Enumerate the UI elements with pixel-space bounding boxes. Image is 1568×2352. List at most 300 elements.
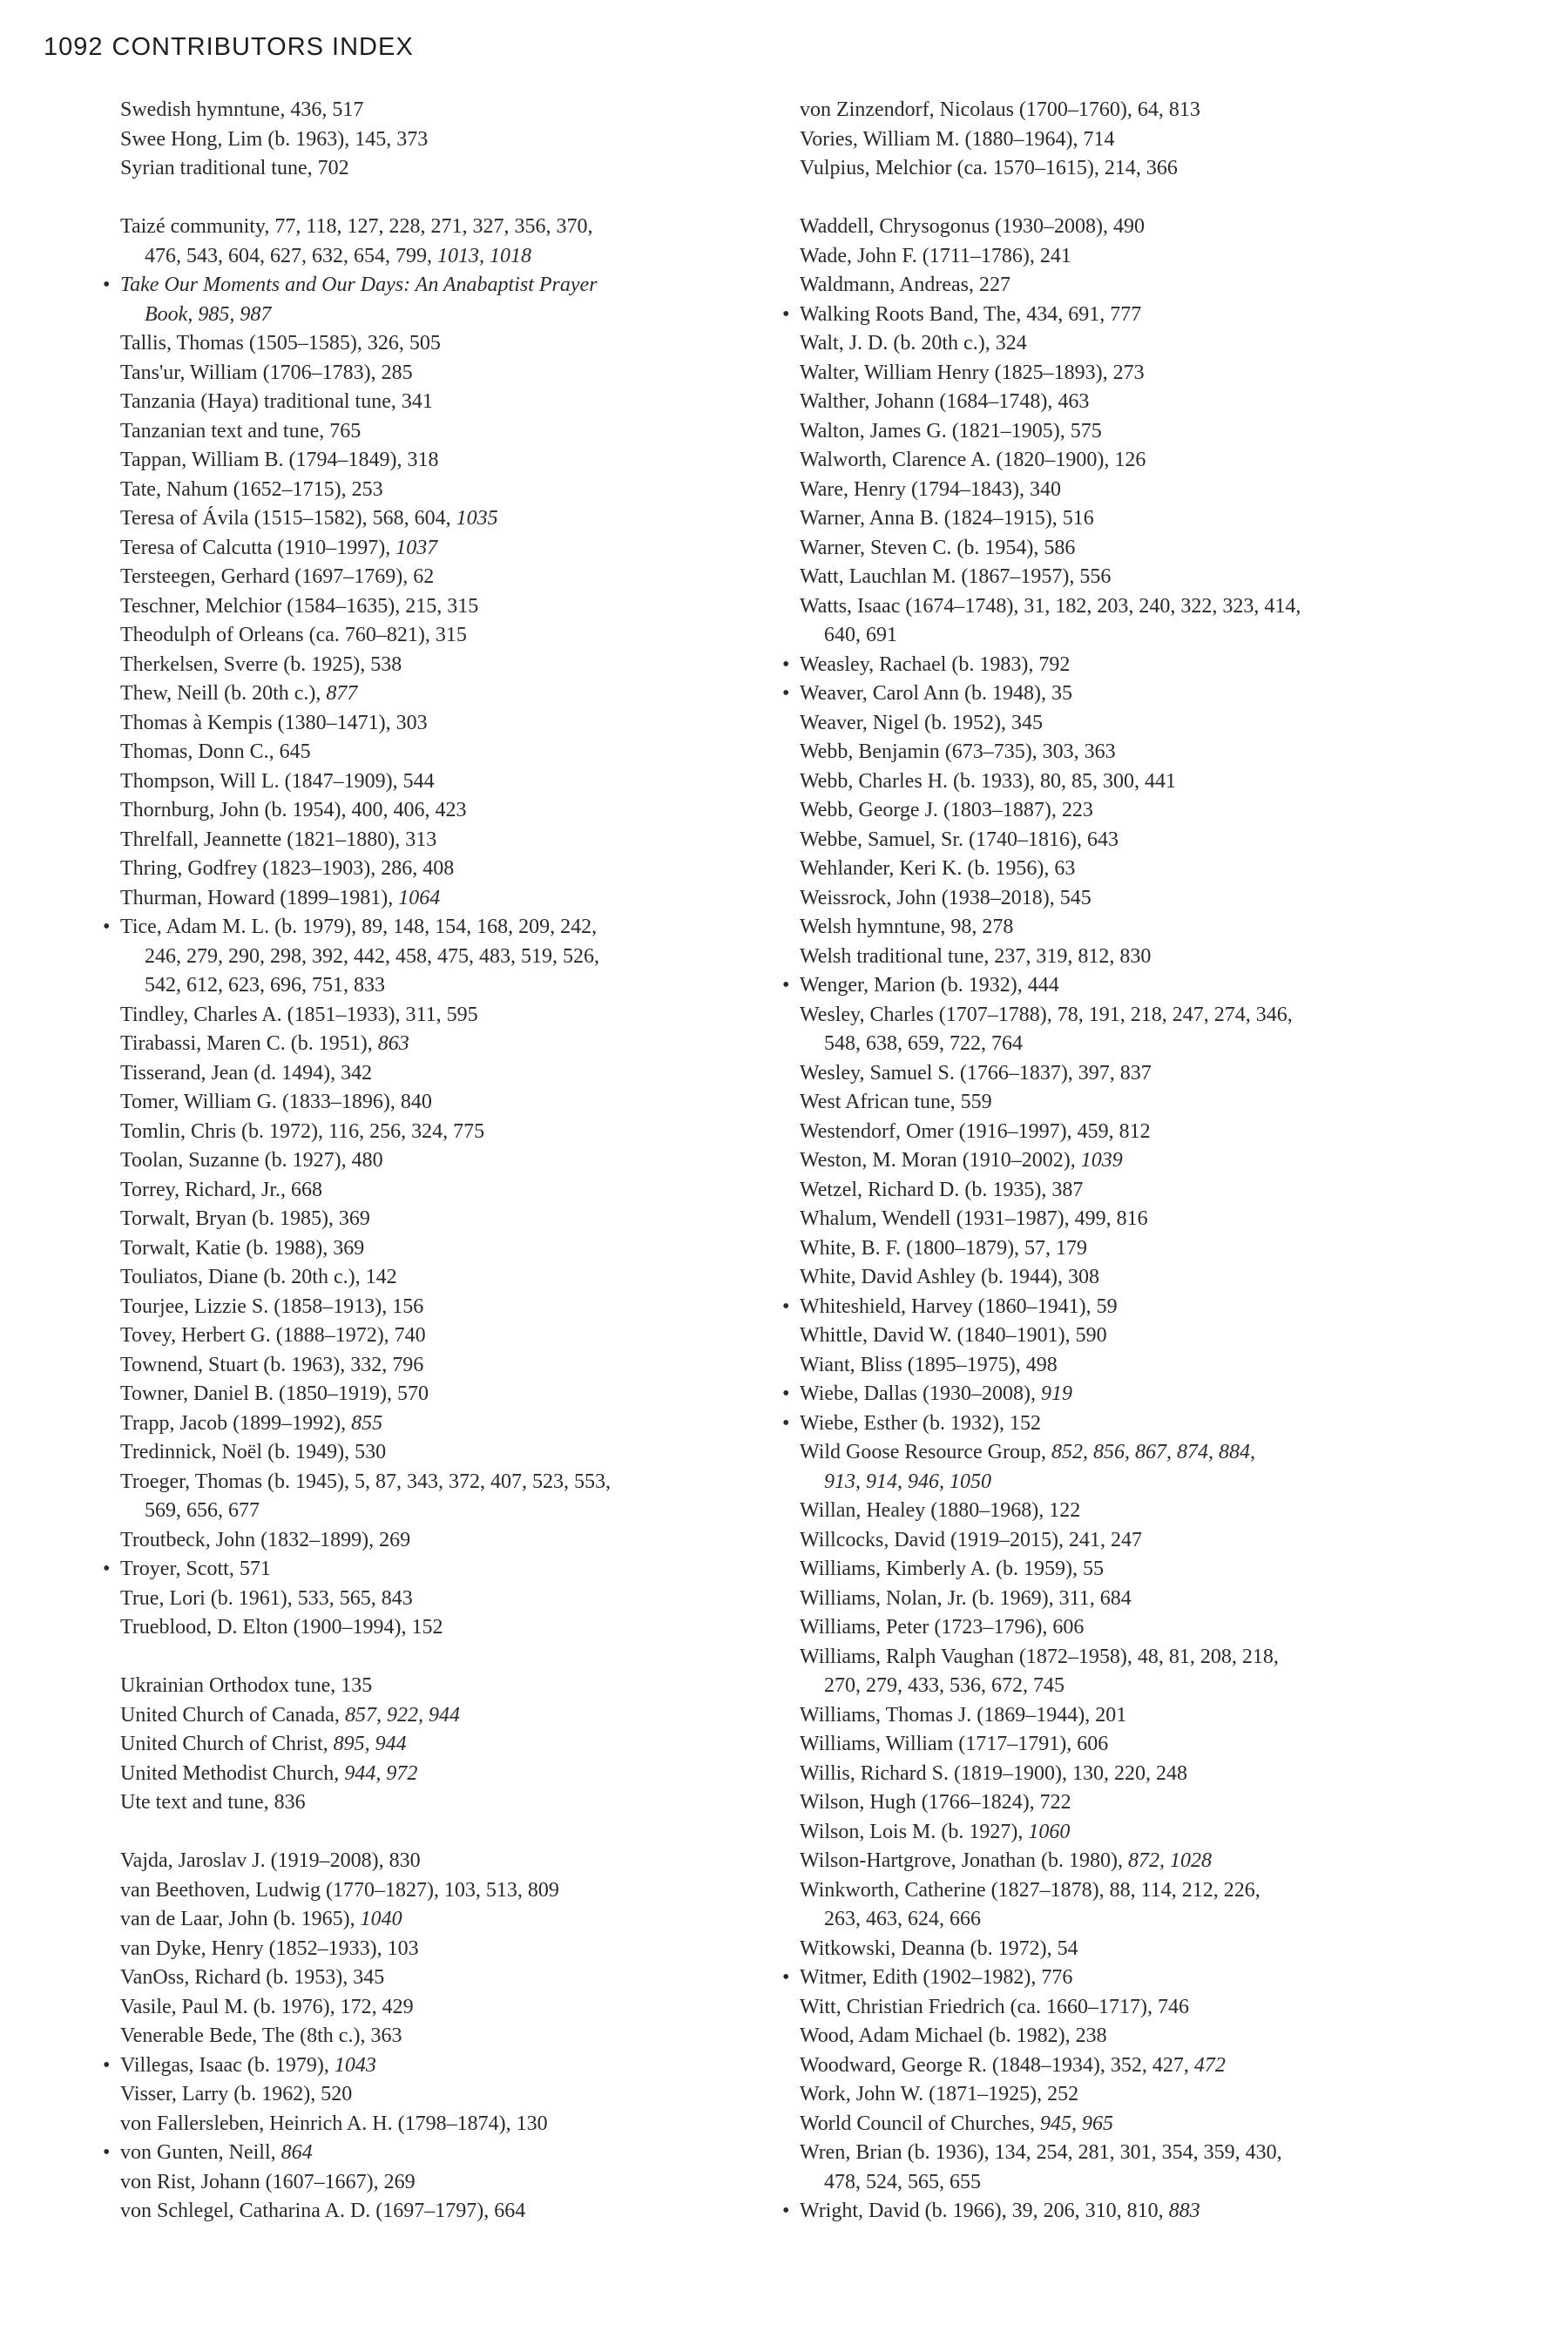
- index-entry-line: [120, 943, 782, 972]
- index-entry-line: [800, 1321, 1462, 1351]
- entry-text: Webb, Charles H. (b. 1933), 80, 85, 300, 441: [800, 769, 1177, 793]
- italic-page-ref: 1043: [334, 2053, 376, 2077]
- index-entry-line: [800, 96, 1462, 125]
- index-entry: [120, 213, 782, 271]
- index-entry: [120, 1293, 782, 1322]
- entry-text: Villegas, Isaac (b. 1979),: [120, 2053, 335, 2077]
- index-entry-line: [120, 242, 782, 272]
- index-entry: [800, 446, 1462, 476]
- index-entry-line: [120, 855, 782, 884]
- entry-text: Walt, J. D. (b. 20th c.), 324: [800, 332, 1027, 355]
- entry-text: Visser, Larry (b. 1962), 520: [120, 2083, 353, 2105]
- index-entry: [120, 1001, 782, 1031]
- entry-text: von Gunten, Neill,: [120, 2141, 281, 2164]
- new-contributor-bullet-icon: •: [782, 1966, 790, 1989]
- index-entry-line: [120, 96, 782, 125]
- index-entry: [800, 125, 1462, 155]
- index-entry-line: [800, 1935, 1462, 1964]
- entry-text: Teresa of Ávila (1515–1582), 568, 604,: [120, 507, 456, 530]
- index-entry-line: [800, 1730, 1462, 1760]
- new-contributor-bullet-icon: •: [782, 974, 790, 997]
- index-entry: [782, 2197, 1462, 2227]
- new-contributor-bullet-icon: •: [782, 1382, 790, 1405]
- index-entry: [120, 2168, 782, 2198]
- index-entry-line: [120, 1935, 782, 1964]
- entry-text: von Fallersleben, Heinrich A. H. (1798–1874), 130: [120, 2112, 548, 2135]
- index-entry-line: [800, 1118, 1462, 1147]
- index-entry-line: [800, 2080, 1462, 2110]
- index-entry-line: [800, 1351, 1462, 1381]
- index-entry-line: [120, 1001, 782, 1031]
- index-entry: [120, 154, 782, 184]
- index-entry-line: [120, 913, 782, 943]
- entry-text: Venerable Bede, The (8th c.), 363: [120, 2024, 402, 2047]
- index-entry: [782, 1293, 1462, 1322]
- entry-text: von Rist, Johann (1607–1667), 269: [120, 2170, 416, 2193]
- index-entry: [800, 796, 1462, 826]
- index-entry: [120, 709, 782, 739]
- index-entry: [120, 1993, 782, 2023]
- index-entry-line: [800, 1963, 1462, 1993]
- entry-text: Williams, Kimberly A. (b. 1959), 55: [800, 1558, 1104, 1580]
- index-entry: [800, 504, 1462, 534]
- index-entry-line: [120, 1613, 782, 1643]
- entry-text: West African tune, 559: [800, 1091, 992, 1113]
- entry-text: Winkworth, Catherine (1827–1878), 88, 114, 212, 226,: [800, 1878, 1260, 1902]
- index-entry: [120, 446, 782, 476]
- index-entry: [120, 1613, 782, 1643]
- index-entry-line: [800, 301, 1462, 330]
- index-entry-line: [800, 2051, 1462, 2081]
- index-entry: [120, 796, 782, 826]
- entry-text: Waddell, Chrysogonus (1930–2008), 490: [800, 215, 1146, 238]
- entry-text: Tovey, Herbert G. (1888–1972), 740: [120, 1324, 426, 1347]
- index-entry: [120, 651, 782, 680]
- index-entry-line: [800, 1176, 1462, 1206]
- page-title: CONTRIBUTORS INDEX: [112, 33, 414, 61]
- entry-text: 476, 543, 604, 627, 632, 654, 799,: [145, 244, 437, 267]
- index-entry-line: [120, 1380, 782, 1409]
- index-entry-line: [120, 1118, 782, 1147]
- entry-text: Thurman, Howard (1899–1981),: [120, 886, 399, 909]
- index-entry: [800, 1497, 1462, 1526]
- entry-text: Townend, Stuart (b. 1963), 332, 796: [120, 1353, 424, 1376]
- index-entry-line: [800, 1672, 1462, 1701]
- index-entry-line: [120, 884, 782, 914]
- index-entry: [120, 621, 782, 651]
- entry-text: Witmer, Edith (1902–1982), 776: [800, 1966, 1073, 1989]
- index-entry: [120, 1585, 782, 1614]
- entry-text: von Schlegel, Catharina A. D. (1697–1797), 664: [120, 2200, 526, 2222]
- index-entry: [800, 563, 1462, 592]
- index-entry-line: [800, 679, 1462, 709]
- index-entry-line: [800, 1613, 1462, 1643]
- index-entry: [782, 679, 1462, 709]
- index-entry-line: [120, 1876, 782, 1906]
- index-entry: [800, 1001, 1462, 1059]
- entry-text: Wood, Adam Michael (b. 1982), 238: [800, 2024, 1107, 2047]
- new-contributor-bullet-icon: •: [782, 682, 790, 705]
- entry-text: Webb, Benjamin (673–735), 303, 363: [800, 740, 1116, 763]
- index-entry: [800, 1176, 1462, 1206]
- index-entry: [800, 2110, 1462, 2139]
- index-entry-line: [800, 855, 1462, 884]
- entry-text: Teresa of Calcutta (1910–1997),: [120, 536, 396, 559]
- index-entry-line: [120, 1321, 782, 1351]
- entry-text: Troutbeck, John (1832–1899), 269: [120, 1528, 411, 1551]
- index-entry: [120, 1963, 782, 1993]
- italic-page-ref: 1013, 1018: [437, 244, 531, 267]
- entry-text: Welsh traditional tune, 237, 319, 812, 830: [800, 944, 1152, 968]
- new-contributor-bullet-icon: •: [782, 1294, 790, 1318]
- index-entry-line: [800, 1585, 1462, 1614]
- entry-text: Walter, William Henry (1825–1893), 273: [800, 361, 1145, 384]
- italic-page-ref: 883: [1168, 2200, 1200, 2222]
- index-entry-line: [120, 271, 782, 301]
- index-entry-line: [120, 329, 782, 359]
- index-entry-line: [800, 271, 1462, 301]
- index-entry-line: [120, 1526, 782, 1556]
- entry-text: Therkelsen, Sverre (b. 1925), 538: [120, 652, 402, 676]
- index-entry: [800, 271, 1462, 301]
- index-entry: [120, 855, 782, 884]
- italic-page-ref: 855: [351, 1411, 383, 1435]
- italic-page-ref: 1039: [1080, 1149, 1123, 1172]
- index-entry-line: [120, 1205, 782, 1234]
- index-entry: [800, 1526, 1462, 1556]
- index-entry-line: [800, 1760, 1462, 1789]
- index-entry: [800, 242, 1462, 272]
- entry-text: 270, 279, 433, 536, 672, 745: [824, 1674, 1064, 1697]
- index-entry-line: [120, 2022, 782, 2051]
- entry-text: Wilson-Hartgrove, Jonathan (b. 1980),: [800, 1849, 1128, 1872]
- entry-text: Weissrock, John (1938–2018), 545: [800, 886, 1092, 909]
- index-entry: [800, 1847, 1462, 1876]
- index-entry-line: [120, 563, 782, 592]
- index-entry-line: [800, 154, 1462, 184]
- index-entry: [120, 1730, 782, 1760]
- index-entry: [120, 1118, 782, 1147]
- entry-text: Wesley, Samuel S. (1766–1837), 397, 837: [800, 1061, 1152, 1085]
- index-entry: [120, 1030, 782, 1059]
- entry-text: Whittle, David W. (1840–1901), 590: [800, 1324, 1107, 1347]
- entry-text: United Church of Christ,: [120, 1733, 334, 1755]
- entry-text: Wiebe, Dallas (1930–2008),: [800, 1382, 1041, 1405]
- italic-page-ref: Book, 985, 987: [145, 302, 272, 326]
- index-entry: [800, 534, 1462, 564]
- entry-text: United Church of Canada,: [120, 1703, 345, 1727]
- index-entry-line: [800, 1409, 1462, 1439]
- entry-text: Warner, Anna B. (1824–1915), 516: [800, 507, 1094, 530]
- entry-text: Welsh hymntune, 98, 278: [800, 916, 1014, 938]
- entry-text: Weston, M. Moran (1910–2002),: [800, 1149, 1081, 1172]
- index-entry: [120, 534, 782, 564]
- index-entry-line: [120, 1701, 782, 1731]
- entry-text: 263, 463, 624, 666: [824, 1908, 981, 1930]
- entry-text: Tans'ur, William (1706–1783), 285: [120, 361, 413, 384]
- entry-text: Tomer, William G. (1833–1896), 840: [120, 1091, 432, 1113]
- index-entry: [800, 709, 1462, 739]
- entry-text: van Beethoven, Ludwig (1770–1827), 103, 513, 809: [120, 1878, 559, 1902]
- index-entry-line: [120, 651, 782, 680]
- entry-text: Wild Goose Resource Group,: [800, 1441, 1051, 1463]
- entry-text: van Dyke, Henry (1852–1933), 103: [120, 1936, 419, 1960]
- index-entry-line: [800, 2110, 1462, 2139]
- index-entry-line: [800, 913, 1462, 943]
- new-contributor-bullet-icon: •: [103, 1558, 111, 1580]
- index-entry-line: [120, 592, 782, 622]
- index-entry: [800, 1701, 1462, 1731]
- entry-text: Trapp, Jacob (1899–1992),: [120, 1411, 352, 1435]
- entry-text: Toolan, Suzanne (b. 1927), 480: [120, 1149, 383, 1172]
- entry-text: Tanzania (Haya) traditional tune, 341: [120, 390, 433, 413]
- entry-text: Thring, Godfrey (1823–1903), 286, 408: [120, 857, 455, 880]
- index-entry-line: [120, 826, 782, 855]
- index-entry-line: [120, 1585, 782, 1614]
- entry-text: Torwalt, Bryan (b. 1985), 369: [120, 1207, 370, 1230]
- index-entry: [120, 476, 782, 505]
- index-entry-line: [800, 1526, 1462, 1556]
- entry-text: Vulpius, Melchior (ca. 1570–1615), 214, 366: [800, 157, 1178, 179]
- entry-text: Syrian traditional tune, 702: [120, 157, 349, 179]
- index-entry-line: [800, 2168, 1462, 2198]
- index-entry: [120, 1468, 782, 1526]
- entry-text: Woodward, George R. (1848–1934), 352, 427,: [800, 2053, 1194, 2077]
- index-entry-line: [120, 2051, 782, 2081]
- index-entry: [120, 1351, 782, 1381]
- index-entry-line: [800, 1701, 1462, 1731]
- index-entry-line: [800, 1555, 1462, 1585]
- index-entry-line: [800, 767, 1462, 797]
- index-entry: [120, 1847, 782, 1876]
- entry-text: Williams, Ralph Vaughan (1872–1958), 48, 81, 208, 218,: [800, 1645, 1279, 1668]
- entry-text: Ware, Henry (1794–1843), 340: [800, 477, 1061, 501]
- index-entry-line: [800, 826, 1462, 855]
- index-entry: [800, 738, 1462, 767]
- index-entry-line: [800, 417, 1462, 447]
- index-entry: [120, 826, 782, 855]
- index-entry-line: [800, 884, 1462, 914]
- index-entry-line: [800, 446, 1462, 476]
- index-entry: [120, 417, 782, 447]
- index-entry: [120, 96, 782, 125]
- entry-text: Wehlander, Keri K. (b. 1956), 63: [800, 857, 1076, 880]
- entry-text: Tallis, Thomas (1505–1585), 326, 505: [120, 332, 441, 355]
- index-entry: [800, 2022, 1462, 2051]
- index-entry-line: [120, 1409, 782, 1439]
- index-entry-line: [800, 1088, 1462, 1118]
- index-entry-line: [120, 504, 782, 534]
- index-entry-line: [800, 1205, 1462, 1234]
- italic-page-ref: 1035: [456, 507, 498, 530]
- entry-text: Watts, Isaac (1674–1748), 31, 182, 203, 240, 322, 323, 414,: [800, 594, 1301, 618]
- index-entry: [800, 1818, 1462, 1848]
- index-entry: [120, 2022, 782, 2051]
- index-entry: [782, 1963, 1462, 1993]
- index-entry-line: [120, 154, 782, 184]
- index-entry: [120, 1146, 782, 1176]
- index-entry-line: [800, 1905, 1462, 1935]
- index-entry: [782, 301, 1462, 330]
- index-entry-line: [120, 971, 782, 1001]
- entry-text: Swedish hymntune, 436, 517: [120, 98, 364, 121]
- index-entry: [120, 1760, 782, 1789]
- italic-page-ref: 864: [280, 2141, 313, 2164]
- index-entry-line: [800, 1001, 1462, 1031]
- italic-page-ref: 945, 965: [1040, 2112, 1114, 2135]
- index-column-left: [103, 96, 782, 2227]
- index-entry-line: [120, 621, 782, 651]
- index-entry: [120, 1701, 782, 1731]
- index-entry-line: [120, 1905, 782, 1935]
- index-entry-line: [800, 1438, 1462, 1468]
- index-entry: [120, 1234, 782, 1264]
- new-contributor-bullet-icon: •: [782, 1411, 790, 1435]
- index-entry-line: [800, 359, 1462, 389]
- index-entry: [800, 1730, 1462, 1760]
- index-entry: [120, 767, 782, 797]
- entry-text: Walking Roots Band, The, 434, 691, 777: [800, 302, 1142, 326]
- index-entry-line: [120, 738, 782, 767]
- index-entry-line: [120, 1234, 782, 1264]
- index-entry: [800, 1263, 1462, 1293]
- entry-text: Ukrainian Orthodox tune, 135: [120, 1674, 373, 1697]
- index-entry: [782, 651, 1462, 680]
- index-entry: [800, 884, 1462, 914]
- entry-text: Tindley, Charles A. (1851–1933), 311, 595: [120, 1003, 478, 1026]
- index-entry: [120, 504, 782, 534]
- running-head: [44, 33, 414, 62]
- index-entry-line: [800, 1293, 1462, 1322]
- index-entry: [800, 1205, 1462, 1234]
- index-entry-line: [800, 1263, 1462, 1293]
- index-entry: [800, 1643, 1462, 1701]
- entry-text: Thompson, Will L. (1847–1909), 544: [120, 769, 435, 793]
- index-entry: [800, 213, 1462, 242]
- index-entry: [800, 1993, 1462, 2023]
- italic-page-ref: Take Our Moments and Our Days: An Anabaptist Prayer: [120, 274, 598, 296]
- entry-text: Vajda, Jaroslav J. (1919–2008), 830: [120, 1849, 421, 1872]
- new-contributor-bullet-icon: •: [103, 916, 111, 938]
- index-entry-line: [800, 943, 1462, 972]
- index-entry: [800, 855, 1462, 884]
- index-entry: [782, 1409, 1462, 1439]
- entry-text: Whiteshield, Harvey (1860–1941), 59: [800, 1294, 1118, 1318]
- entry-text: Watt, Lauchlan M. (1867–1957), 556: [800, 565, 1112, 588]
- entry-text: 569, 656, 677: [145, 1499, 260, 1522]
- italic-page-ref: 1037: [395, 536, 438, 559]
- index-entry-line: [800, 709, 1462, 739]
- index-entry: [800, 1438, 1462, 1497]
- entry-text: Swee Hong, Lim (b. 1963), 145, 373: [120, 127, 429, 151]
- index-entry-line: [120, 1030, 782, 1059]
- index-entry-line: [800, 592, 1462, 622]
- index-entry-line: [800, 1234, 1462, 1264]
- index-entry-line: [800, 1497, 1462, 1526]
- index-entry: [800, 1760, 1462, 1789]
- entry-text: Tate, Nahum (1652–1715), 253: [120, 477, 383, 501]
- index-entry-line: [120, 1497, 782, 1526]
- index-entry-line: [120, 417, 782, 447]
- entry-text: Waldmann, Andreas, 227: [800, 274, 1011, 296]
- index-entry-line: [800, 651, 1462, 680]
- italic-page-ref: 863: [377, 1032, 409, 1055]
- index-entry: [800, 1118, 1462, 1147]
- entry-text: Tirabassi, Maren C. (b. 1951),: [120, 1032, 378, 1055]
- entry-text: Threlfall, Jeannette (1821–1880), 313: [120, 828, 437, 851]
- italic-page-ref: 1060: [1028, 1820, 1071, 1843]
- index-entry-line: [120, 1555, 782, 1585]
- entry-text: Tice, Adam M. L. (b. 1979), 89, 148, 154, 168, 209, 242,: [120, 916, 598, 938]
- entry-text: van de Laar, John (b. 1965),: [120, 1908, 361, 1930]
- entry-text: Wesley, Charles (1707–1788), 78, 191, 218, 247, 274, 346,: [800, 1003, 1293, 1026]
- index-entry-line: [800, 1847, 1462, 1876]
- index-entry-line: [120, 1088, 782, 1118]
- entry-text: Williams, Nolan, Jr. (b. 1969), 311, 684: [800, 1586, 1132, 1610]
- entry-text: Walther, Johann (1684–1748), 463: [800, 390, 1090, 413]
- index-entry: [800, 1555, 1462, 1585]
- entry-text: Weasley, Rachael (b. 1983), 792: [800, 652, 1071, 676]
- index-entry: [120, 359, 782, 389]
- index-column-right: [782, 96, 1462, 2227]
- entry-text: Tourjee, Lizzie S. (1858–1913), 156: [120, 1294, 424, 1318]
- index-entry: [800, 476, 1462, 505]
- index-entry: [800, 1788, 1462, 1818]
- index-entry-line: [800, 563, 1462, 592]
- entry-text: Torwalt, Katie (b. 1988), 369: [120, 1236, 365, 1260]
- index-entry-line: [120, 2110, 782, 2139]
- index-entry: [800, 388, 1462, 417]
- index-entry: [120, 1409, 782, 1439]
- index-entry: [800, 592, 1462, 651]
- italic-page-ref: 1064: [398, 886, 441, 909]
- entry-text: White, David Ashley (b. 1944), 308: [800, 1266, 1099, 1288]
- index-entry-line: [800, 1993, 1462, 2023]
- index-entry-line: [800, 213, 1462, 242]
- entry-text: Wilson, Lois M. (b. 1927),: [800, 1820, 1029, 1843]
- index-entry-line: [120, 2139, 782, 2168]
- entry-text: Wright, David (b. 1966), 39, 206, 310, 810,: [800, 2200, 1169, 2222]
- index-entry-line: [120, 1293, 782, 1322]
- index-entry-line: [800, 738, 1462, 767]
- index-entry-line: [120, 534, 782, 564]
- new-contributor-bullet-icon: •: [782, 302, 790, 326]
- index-entry: [120, 1263, 782, 1293]
- entry-text: Walton, James G. (1821–1905), 575: [800, 419, 1102, 443]
- index-entry-line: [800, 1788, 1462, 1818]
- index-entry-line: [120, 1993, 782, 2023]
- entry-text: Williams, William (1717–1791), 606: [800, 1733, 1109, 1755]
- index-entry-line: [800, 1030, 1462, 1059]
- page-number: 1092: [44, 33, 104, 61]
- entry-text: Tappan, William B. (1794–1849), 318: [120, 449, 439, 471]
- index-entry-line: [120, 1468, 782, 1497]
- index-entry: [800, 96, 1462, 125]
- index-entry: [800, 1059, 1462, 1089]
- entry-text: Teschner, Melchior (1584–1635), 215, 315: [120, 594, 479, 618]
- entry-text: Wren, Brian (b. 1936), 134, 254, 281, 301, 354, 359, 430,: [800, 2141, 1282, 2164]
- entry-text: Weaver, Carol Ann (b. 1948), 35: [800, 682, 1073, 705]
- entry-text: VanOss, Richard (b. 1953), 345: [120, 1966, 385, 1989]
- index-entry-line: [120, 1788, 782, 1818]
- entry-text: White, B. F. (1800–1879), 57, 179: [800, 1236, 1088, 1260]
- italic-page-ref: 944, 972: [344, 1761, 418, 1785]
- entry-text: Troyer, Scott, 571: [120, 1558, 271, 1580]
- index-entry-line: [800, 125, 1462, 155]
- index-entry-line: [800, 388, 1462, 417]
- index-entry: [120, 1380, 782, 1409]
- index-entry-line: [800, 504, 1462, 534]
